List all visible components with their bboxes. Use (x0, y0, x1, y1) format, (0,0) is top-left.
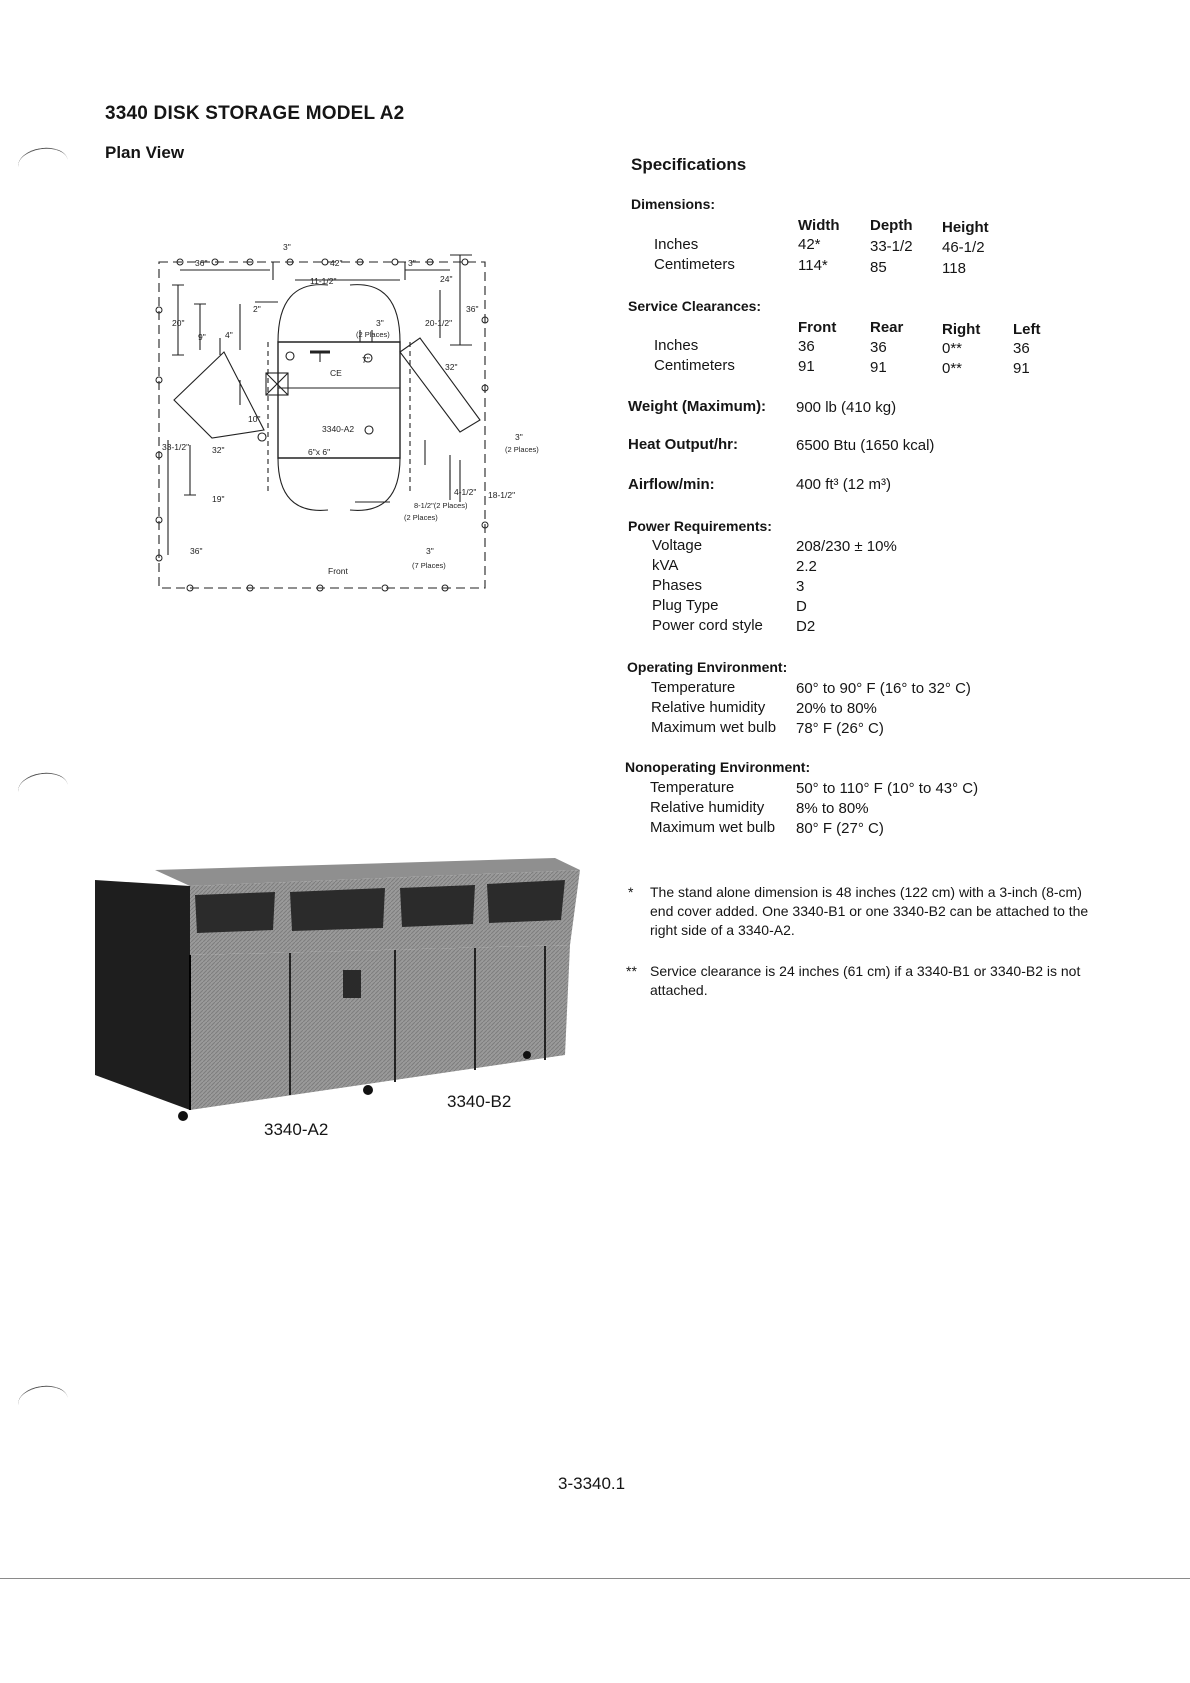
env-value: 20% to 80% (796, 700, 877, 717)
footnote-text: Service clearance is 24 inches (61 cm) if a 3340-B1 or 3340-B2 is not attached. (650, 963, 1081, 998)
dim-header-depth: Depth (870, 217, 913, 234)
dim-4: 4" (225, 330, 233, 340)
binder-hole-mark (16, 770, 70, 808)
heat-value: 6500 Btu (1650 kcal) (796, 437, 935, 454)
dim-value: 118 (942, 260, 966, 277)
dim-20: 20" (172, 318, 185, 328)
plan-view-diagram (150, 240, 560, 600)
dim-3: 3" (283, 242, 291, 252)
power-value: D (796, 598, 807, 615)
clearance-value: 36 (870, 339, 887, 356)
dim-header-width: Width (798, 217, 840, 234)
dim-4-half: 4-1/2" (454, 487, 477, 497)
dim-value: 85 (870, 259, 887, 276)
operating-env-label: Operating Environment: (627, 659, 788, 675)
env-row-label: Relative humidity (651, 699, 766, 716)
dim-42: 42" (330, 258, 343, 268)
power-row-label: Power cord style (652, 617, 763, 634)
env-value: 50° to 110° F (10° to 43° C) (796, 780, 979, 797)
clearance-row-label: Inches (654, 337, 699, 354)
ce-label: CE (330, 368, 342, 378)
clearance-header-rear: Rear (870, 319, 904, 336)
front-label: Front (328, 566, 348, 576)
dim-row-label: Centimeters (654, 256, 735, 273)
footnote-marker: * (628, 884, 634, 900)
clearance-value: 0** (942, 340, 963, 357)
section-subtitle: Plan View (105, 143, 185, 162)
photo-label-3340-a2: 3340-A2 (264, 1120, 329, 1139)
env-value: 8% to 80% (796, 800, 869, 817)
dim-10: 10" (248, 414, 261, 424)
clearance-value: 91 (798, 358, 815, 375)
dim-7: 7" (362, 355, 370, 365)
airflow-value: 400 ft³ (12 m³) (796, 476, 892, 493)
dim-18-half: 18-1/2" (488, 490, 516, 500)
photo-label-3340-b2: 3340-B2 (447, 1092, 512, 1111)
power-value: 2.2 (796, 558, 817, 575)
clearance-header-left: Left (1013, 321, 1041, 338)
dim-2-places: (2 Places) (404, 513, 438, 522)
env-row-label: Temperature (650, 779, 735, 796)
power-row-label: Phases (652, 577, 703, 594)
dim-11-half: 11-1/2" (310, 276, 337, 286)
dim-8-half: 8-1/2"(2 Places) (414, 501, 468, 510)
clearance-row-label: Centimeters (654, 357, 735, 374)
dim-19: 19" (212, 494, 225, 504)
weight-label: Weight (Maximum): (628, 398, 767, 415)
dim-3: 3" (376, 318, 384, 328)
clearance-value: 91 (870, 359, 887, 376)
env-row-label: Maximum wet bulb (651, 719, 777, 736)
nonoperating-env-label: Nonoperating Environment: (625, 759, 811, 775)
dim-32: 32" (212, 445, 225, 455)
dim-2: 2" (253, 304, 261, 314)
dim-value: 46-1/2 (942, 239, 985, 256)
power-value: 208/230 ± 10% (796, 538, 897, 555)
specifications-heading: Specifications (631, 155, 747, 174)
power-row-label: Plug Type (652, 597, 719, 614)
dim-9: 9" (198, 332, 206, 342)
dim-row-label: Inches (654, 236, 699, 253)
clearance-value: 36 (798, 338, 815, 355)
airflow-label: Airflow/min: (628, 476, 715, 493)
dim-3: 3" (426, 546, 434, 556)
dim-value: 42* (798, 236, 821, 253)
power-value: D2 (796, 618, 816, 635)
footnote-text: The stand alone dimension is 48 inches (122 cm) with a 3-inch (8-cm) end cover added. One 3340-B1 or one 3340-B2 can be attached to the right side of a 3340-A2. (650, 884, 1089, 938)
dim-32: 32" (445, 362, 458, 372)
dim-header-height: Height (942, 219, 989, 236)
heat-label: Heat Output/hr: (628, 436, 738, 453)
dim-2-places: (2 Places) (356, 330, 390, 339)
dim-36: 36" (195, 258, 208, 268)
dim-20-half: 20-1/2" (425, 318, 453, 328)
dim-33-half: 33-1/2" (162, 442, 190, 452)
clearance-header-front: Front (798, 319, 837, 336)
footnote-marker: ** (626, 963, 637, 979)
dim-7-places: (7 Places) (412, 561, 446, 570)
dim-value: 114* (798, 257, 828, 274)
clearance-header-right: Right (942, 321, 981, 338)
power-row-label: Voltage (652, 537, 703, 554)
model-label: 3340-A2 (322, 424, 355, 434)
dim-36: 36" (190, 546, 203, 556)
power-value: 3 (796, 578, 805, 595)
dim-3: 3" (515, 432, 523, 442)
clearance-value: 36 (1013, 340, 1030, 357)
env-row-label: Relative humidity (650, 799, 765, 816)
vent-size: 6"x 6" (308, 447, 331, 457)
env-value: 60° to 90° F (16° to 32° C) (796, 680, 971, 697)
dim-24: 24" (440, 274, 453, 284)
env-row-label: Temperature (651, 679, 736, 696)
dim-value: 33-1/2 (870, 238, 913, 255)
power-row-label: kVA (652, 557, 679, 574)
dim-2-places: (2 Places) (505, 445, 539, 454)
clearance-value: 0** (942, 360, 963, 377)
dimensions-label: Dimensions: (631, 196, 716, 212)
page-bottom-rule (0, 1578, 1190, 1579)
clearance-value: 91 (1013, 360, 1030, 377)
dim-3: 3" (408, 258, 416, 268)
power-label: Power Requirements: (628, 518, 772, 534)
clearances-label: Service Clearances: (628, 298, 762, 314)
binder-hole-mark (16, 1383, 70, 1421)
env-value: 80° F (27° C) (796, 820, 884, 837)
env-row-label: Maximum wet bulb (650, 819, 776, 836)
env-value: 78° F (26° C) (796, 720, 884, 737)
page-title: 3340 DISK STORAGE MODEL A2 (105, 103, 405, 124)
weight-value: 900 lb (410 kg) (796, 399, 897, 416)
binder-hole-mark (16, 145, 70, 183)
dim-36: 36" (466, 304, 479, 314)
page-number: 3-3340.1 (558, 1474, 626, 1493)
